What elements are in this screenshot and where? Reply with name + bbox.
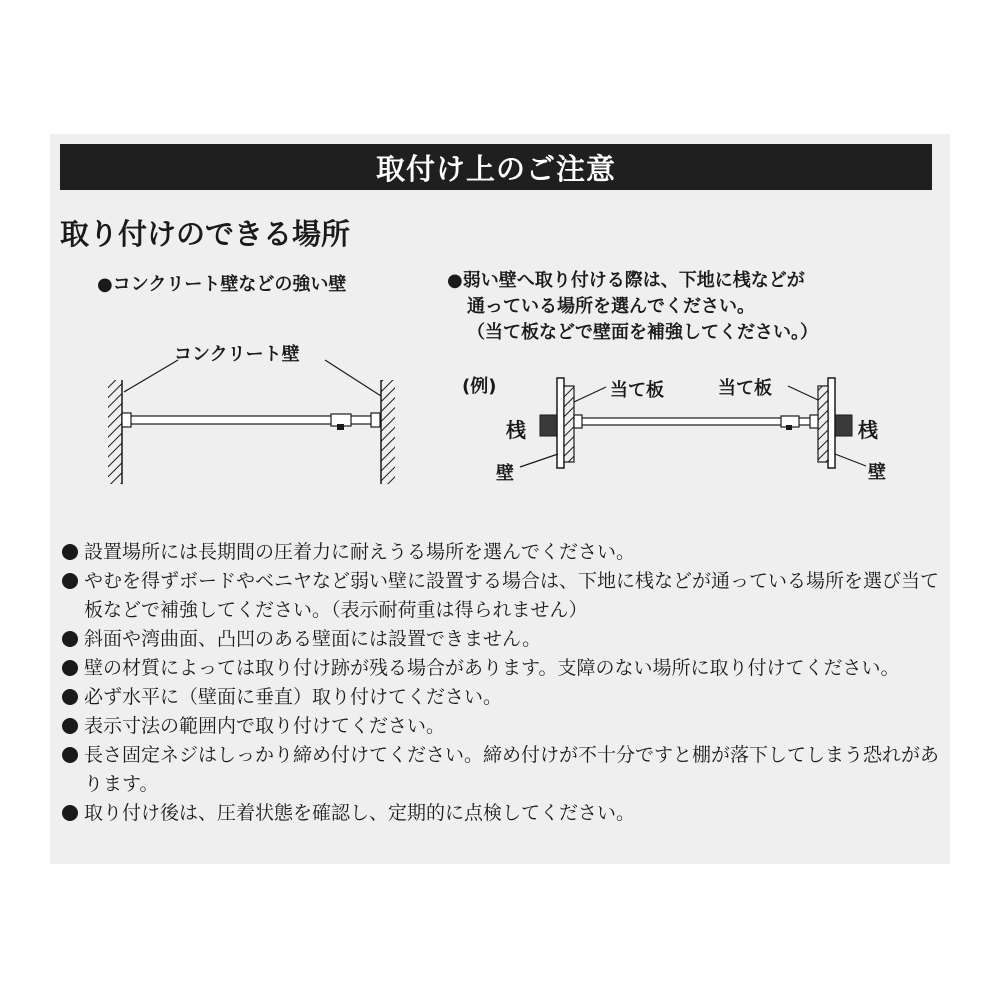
concrete-wall-right: [381, 380, 395, 484]
list-item: 壁の材質によっては取り付け跡が残る場合があります。支障のない場所に取り付けてください。: [62, 654, 942, 683]
leader-line-left: [124, 360, 178, 392]
bullet-icon: [62, 689, 78, 705]
page-title: 取付け上のご注意: [60, 144, 932, 190]
stud-label-left: 桟: [506, 418, 526, 442]
bullet-icon: [62, 805, 78, 821]
rod-end-cap-weak-left: [574, 415, 582, 428]
bullet-icon: [62, 573, 78, 589]
list-item: 長さ固定ネジはしっかり締め付けてください。締め付けが不十分ですと棚が落下してしまう恐れがあります。: [62, 741, 942, 799]
concrete-wall-left: [108, 380, 122, 484]
weak-wall-diagram: [520, 378, 866, 468]
bullet-icon: [62, 631, 78, 647]
stud-left: [540, 415, 557, 436]
leader-wall-left: [520, 454, 558, 467]
leader-plate-right: [788, 386, 818, 400]
concrete-wall-diagram: [108, 360, 395, 484]
backing-plate-label-right: 当て板: [718, 378, 772, 399]
rod-end-cap-left: [122, 413, 131, 427]
list-item: 表示寸法の範囲内で取り付けてください。: [62, 712, 942, 741]
bullet-icon: [62, 718, 78, 734]
list-item: 取り付け後は、圧着状態を確認し、定期的に点検してください。: [62, 799, 942, 828]
rod-fixing-screw-weak: [786, 425, 792, 430]
rod-fixing-screw: [337, 424, 344, 430]
backing-plate-left: [564, 386, 574, 462]
wall-label-left: 壁: [496, 463, 514, 484]
example-label: (例): [462, 376, 497, 397]
leader-plate-left: [574, 387, 606, 402]
bullet-icon: [62, 544, 78, 560]
rod-end-cap-right: [371, 413, 380, 427]
list-item: 必ず水平に（壁面に垂直）取り付けてください。: [62, 683, 942, 712]
backing-plate-label-left: 当て板: [610, 380, 664, 401]
stud-right: [835, 415, 852, 436]
caution-list: [62, 538, 942, 828]
bullet-icon: [62, 747, 78, 763]
backing-plate-right: [818, 386, 828, 462]
weak-wall-heading-line3: （当て板などで壁面を補強してください。）: [467, 322, 818, 343]
stud-label-right: 桟: [858, 418, 878, 442]
leader-line-right: [325, 360, 381, 396]
strong-wall-heading: ●コンクリート壁などの強い壁: [97, 274, 347, 295]
list-item: やむを得ずボードやベニヤなど弱い壁に設置する場合は、下地に桟などが通っている場所を選び当て板などで補強してください。（表示耐荷重は得られません）: [62, 567, 942, 625]
bullet-icon: [62, 660, 78, 676]
concrete-wall-label: コンクリート壁: [174, 344, 300, 365]
section-heading: 取り付けのできる場所: [60, 217, 351, 251]
list-item: 斜面や湾曲面、凸凹のある壁面には設置できません。: [62, 625, 942, 654]
rod-end-cap-weak-right: [810, 415, 818, 428]
weak-wall-heading-line2: 通っている場所を選んでください。: [467, 296, 755, 317]
wall-right: [828, 378, 835, 468]
list-item: 設置場所には長期間の圧着力に耐えうる場所を選んでください。: [62, 538, 942, 567]
wall-label-right: 壁: [868, 462, 886, 483]
weak-wall-heading-line1: ●弱い壁へ取り付ける際は、下地に桟などが: [447, 270, 805, 291]
leader-wall-right: [835, 454, 866, 466]
